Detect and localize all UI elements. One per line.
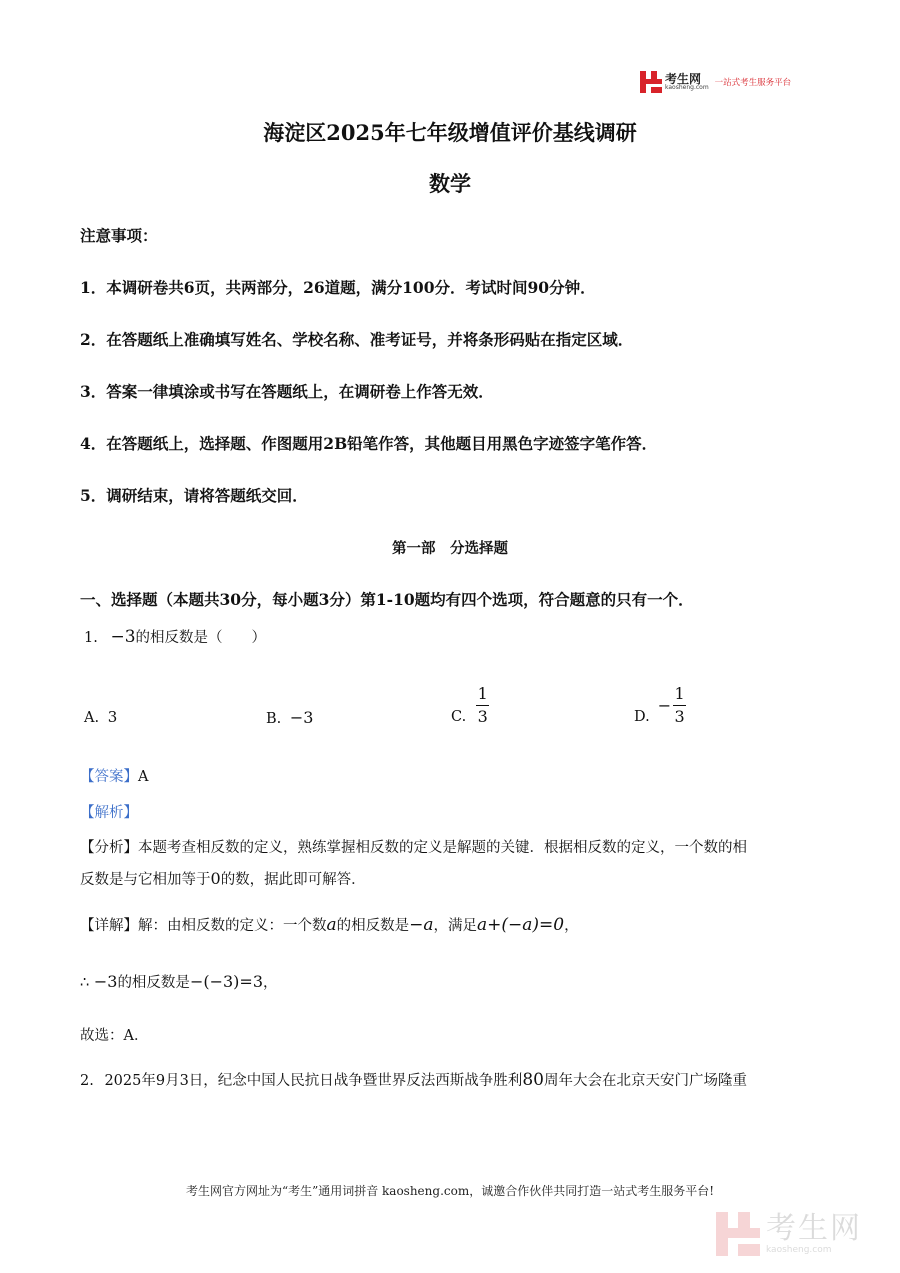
- watermark-cn: 考生网: [766, 1210, 862, 1246]
- therefore-num: −3: [93, 972, 118, 991]
- option-c-denominator: 3: [477, 707, 488, 726]
- option-d-numerator: 1: [674, 684, 685, 703]
- question-expr: −3: [110, 627, 136, 647]
- detail-comma: ，: [564, 918, 579, 934]
- option-b: [266, 708, 313, 727]
- option-c-numerator: 1: [477, 684, 488, 703]
- question-1: [84, 626, 266, 647]
- therefore-equation: −(−3)=3: [189, 972, 263, 991]
- question-number: 1.: [84, 630, 98, 646]
- option-a: [84, 708, 117, 726]
- question-2-number: 2.: [80, 1073, 94, 1089]
- therefore-line: [80, 971, 278, 992]
- analysis-tag: 【解析】: [80, 805, 138, 821]
- question-2-text-a: 2025年9月3日，纪念中国人民抗日战争暨世界反法西斯战争胜利: [104, 1073, 523, 1089]
- detail-equation: a+(−a)=0: [477, 915, 565, 935]
- note-item-3: 3．答案一律填涂或书写在答题纸上，在调研卷上作答无效．: [80, 382, 494, 401]
- fenxi-tag: 【分析】: [80, 840, 138, 856]
- fenxi-text-1: 本题考查相反数的定义，熟练掌握相反数的定义是解题的关键．根据相反数的定义，一个数的相: [138, 840, 747, 856]
- page-title: 海淀区2025年七年级增值评价基线调研: [263, 120, 637, 145]
- part-title: 第一部 分选择题: [392, 540, 508, 557]
- therefore-comma: ，: [263, 975, 278, 991]
- option-d-sign: −: [657, 696, 672, 715]
- detail-neg: −a: [409, 915, 434, 935]
- logo-en: kaosheng.com: [665, 84, 709, 91]
- subject-title: 数学: [429, 171, 471, 196]
- detail-tag: 【详解】: [80, 918, 138, 934]
- fenxi-line-1: [80, 836, 747, 857]
- fenxi-text-2a: 反数是与它相加等于: [80, 872, 211, 888]
- detail-text-c: ，满足: [433, 918, 478, 934]
- notes-heading: 注意事项：: [80, 226, 158, 245]
- question-text: 的相反数是（ ）: [135, 630, 267, 646]
- fenxi-line-2: [80, 868, 366, 889]
- note-item-5: 5．调研结束，请将答题纸交回．: [80, 486, 308, 505]
- kaosheng-logo-icon: [640, 71, 662, 93]
- answer-value: A: [138, 769, 149, 785]
- option-c: [451, 686, 489, 725]
- question-2: [80, 1069, 747, 1090]
- option-a-label: A.: [84, 710, 100, 726]
- option-d-denominator: 3: [674, 707, 685, 726]
- question-2-eighty: 80: [522, 1070, 544, 1090]
- logo-slogan: 一站式考生服务平台: [714, 78, 792, 88]
- option-c-label: C.: [451, 708, 467, 725]
- fenxi-text-2b: 的数，据此即可解答．: [220, 872, 366, 888]
- note-item-1: 1．本调研卷共6页，共两部分，26道题，满分100分．考试时间90分钟．: [80, 278, 596, 297]
- option-d-label: D.: [634, 708, 650, 725]
- detail-line: [80, 914, 579, 935]
- watermark: [716, 1212, 862, 1256]
- option-d-fraction: [673, 686, 686, 725]
- option-c-fraction: [476, 686, 489, 725]
- question-2-text-b: 周年大会在北京天安门广场隆重: [543, 1073, 747, 1089]
- therefore-text: 的相反数是: [117, 975, 190, 991]
- therefore-symbol: ∴: [80, 975, 90, 991]
- answer-line: [80, 765, 148, 786]
- fenxi-zero: 0: [210, 869, 221, 888]
- note-item-4: 4．在答题纸上，选择题、作图题用2B铅笔作答，其他题目用黑色字迹签字笔作答．: [80, 434, 658, 453]
- option-b-label: B.: [266, 711, 282, 727]
- logo-cn: 考生网: [665, 72, 702, 86]
- section-title: 一、选择题（本题共30分，每小题3分）第1-10题均有四个选项，符合题意的只有一个．: [80, 590, 694, 609]
- option-a-value: 3: [107, 708, 118, 726]
- option-b-value: −3: [289, 708, 314, 727]
- detail-text-b: 的相反数是: [336, 918, 410, 934]
- option-d: [634, 686, 686, 725]
- answer-tag: 【答案】: [80, 769, 138, 785]
- detail-text-a: 解：由相反数的定义：一个数: [138, 918, 327, 934]
- footer-text: 考生网官方网址为“考生”通用词拼音 kaosheng.com，诚邀合作伙伴共同打造一站式考生服务平台!: [185, 1184, 715, 1198]
- header-logo: [640, 70, 791, 94]
- watermark-logo-icon: [716, 1212, 760, 1256]
- detail-var: a: [326, 915, 337, 935]
- choice-line: 故选：A．: [80, 1028, 149, 1044]
- note-item-2: 2．在答题纸上准确填写姓名、学校名称、准考证号，并将条形码贴在指定区域．: [80, 330, 634, 349]
- watermark-en: kaosheng.com: [766, 1244, 832, 1255]
